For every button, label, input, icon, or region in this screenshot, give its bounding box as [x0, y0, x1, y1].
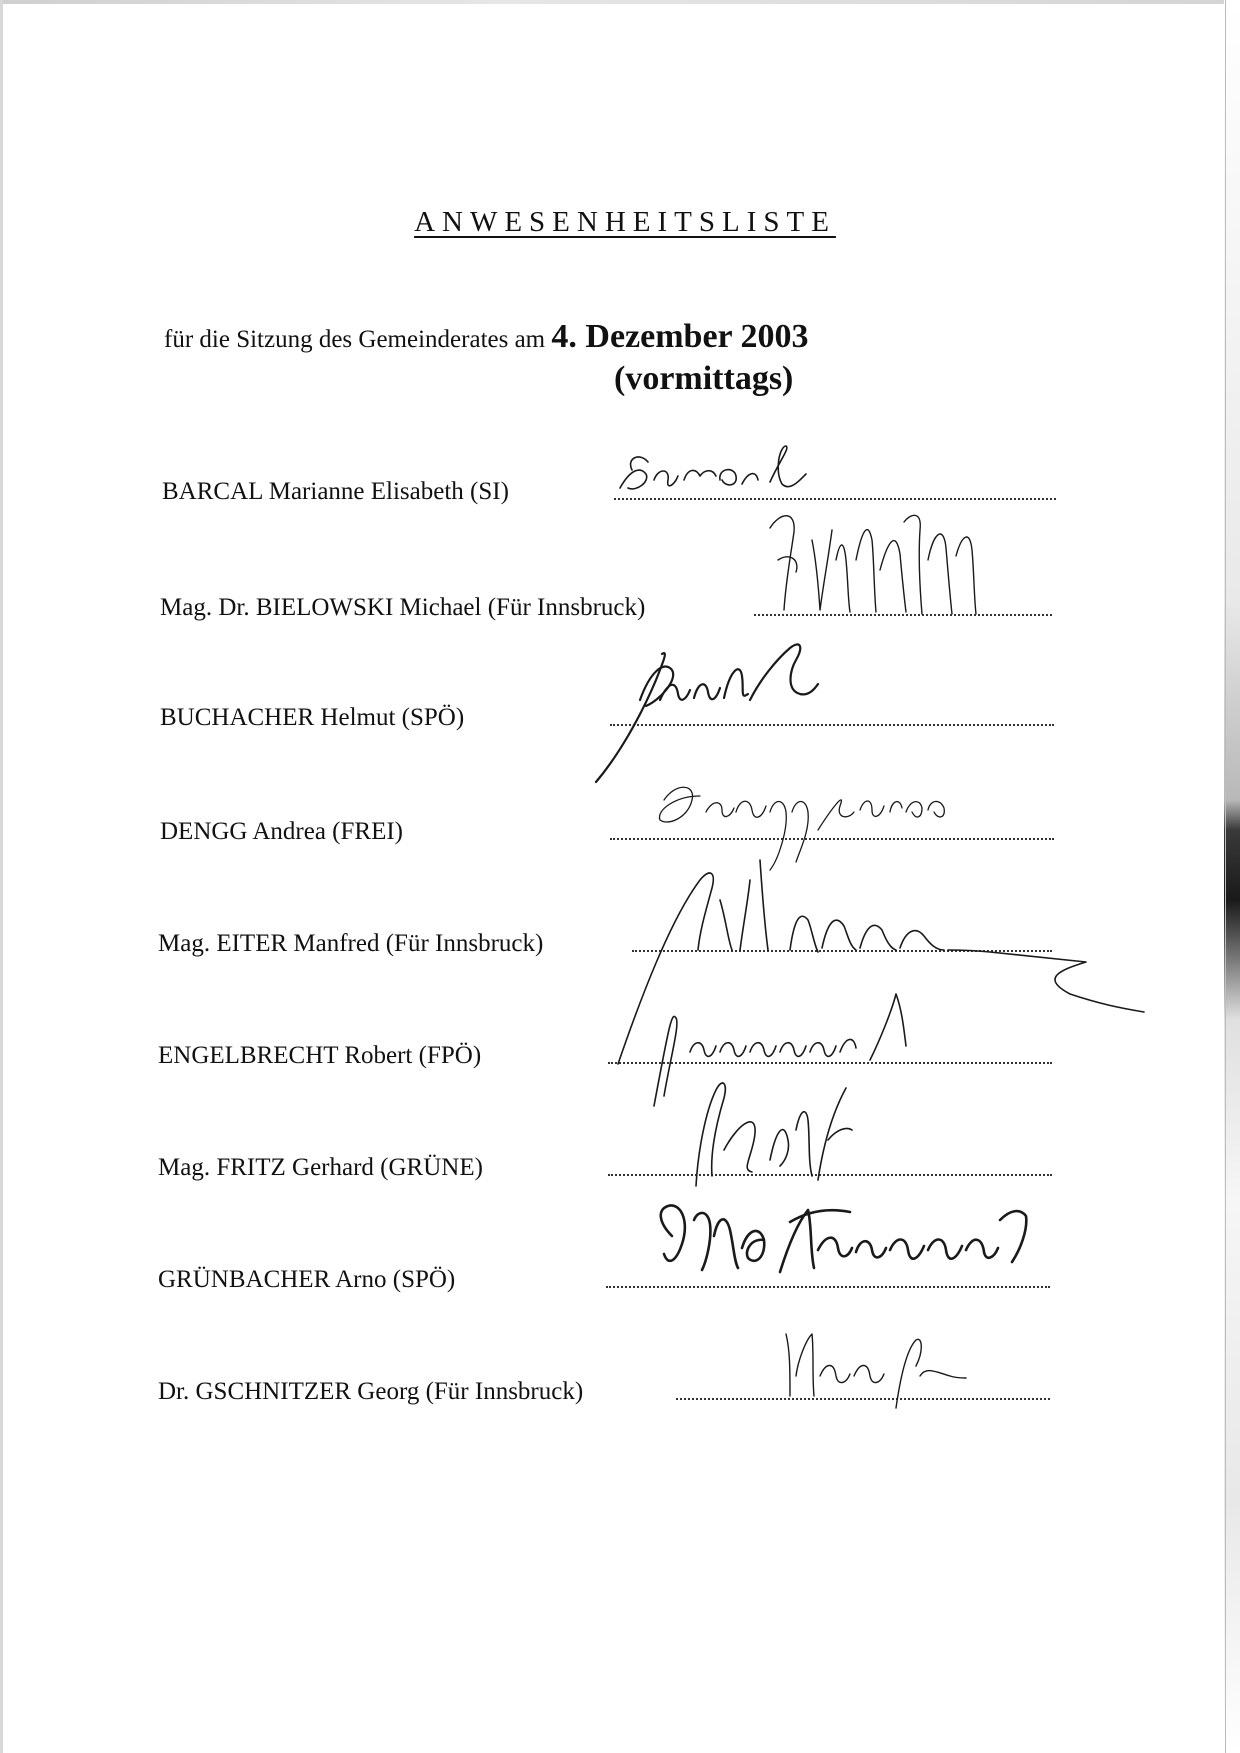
signature-line: [632, 950, 1052, 952]
meeting-time: (vormittags): [614, 360, 794, 397]
signature-line: [614, 498, 1056, 500]
attendee-name: Mag. Dr. BIELOWSKI Michael (Für Innsbruck): [160, 594, 646, 621]
attendee-name: ENGELBRECHT Robert (FPÖ): [158, 1042, 482, 1069]
signature-line: [608, 1174, 1052, 1176]
attendee-row: [160, 582, 1052, 622]
signature-line: [606, 1286, 1050, 1288]
attendee-name: Mag. FRITZ Gerhard (GRÜNE): [158, 1154, 483, 1181]
attendee-row: [158, 918, 1052, 958]
meeting-prefix: für die Sitzung des Gemeinderates am: [164, 326, 546, 353]
attendee-row: [158, 1254, 1052, 1294]
scan-edge-left: [0, 0, 3, 1753]
document-title: [0, 206, 1240, 239]
scan-edge-right-line: [1225, 0, 1226, 1753]
document-title-text: ANWESENHEITSLISTE: [414, 206, 836, 238]
attendee-row: [158, 1030, 1052, 1070]
signature-line: [608, 1062, 1052, 1064]
attendee-name: BARCAL Marianne Elisabeth (SI): [162, 478, 509, 505]
attendee-name: BUCHACHER Helmut (SPÖ): [160, 704, 465, 731]
signature-line: [610, 724, 1054, 726]
attendee-name: GRÜNBACHER Arno (SPÖ): [158, 1266, 456, 1293]
attendee-name: Mag. EITER Manfred (Für Innsbruck): [158, 930, 544, 957]
signature-line: [754, 614, 1052, 616]
signature-line: [610, 838, 1054, 840]
scan-edge-top: [0, 0, 1240, 4]
attendee-row: [158, 1366, 1050, 1406]
signature-line: [676, 1398, 1050, 1400]
attendee-name: Dr. GSCHNITZER Georg (Für Innsbruck): [158, 1378, 584, 1405]
attendee-name: DENGG Andrea (FREI): [160, 818, 404, 845]
attendee-row: [158, 1142, 1052, 1182]
attendee-row: [160, 806, 1054, 846]
scan-edge-right: [1224, 0, 1240, 1753]
meeting-line: [164, 318, 809, 356]
meeting-date: 4. Dezember 2003: [551, 318, 809, 355]
attendee-row: [160, 692, 1054, 732]
attendee-row: [162, 466, 1058, 506]
